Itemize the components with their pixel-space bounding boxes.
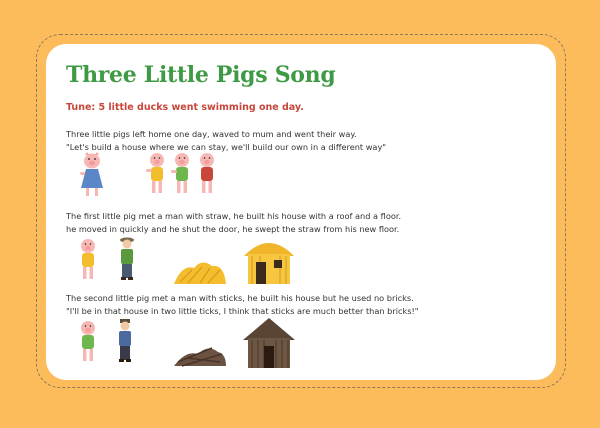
verse-1-line-2: "Let's build a house where we can stay, we'll build our own in a different way" <box>66 141 387 152</box>
three-pigs-icon <box>144 152 222 198</box>
verse-1-line-1: Three little pigs left home one day, waved to mum and went their way. <box>66 129 357 139</box>
verse-2-line-2: he moved in quickly and he shut the door, he swept the straw from his new floor. <box>66 223 400 234</box>
verse-2-line-1: The first little pig met a man with straw, he built his house with a roof and a floor. <box>66 211 402 221</box>
stick-pile-icon <box>172 338 228 368</box>
straw-pile-icon <box>172 256 228 286</box>
pig-icon <box>76 320 100 364</box>
verse-1 <box>66 128 386 153</box>
pig-icon <box>76 238 100 282</box>
stick-man-icon <box>114 318 136 364</box>
tune-note: Tune: 5 little ducks went swimming one day. <box>66 102 304 113</box>
straw-man-icon <box>116 236 138 282</box>
verse-3 <box>66 292 419 317</box>
mother-pig-icon <box>78 152 106 198</box>
straw-house-icon <box>242 232 296 286</box>
verse-3-line-1: The second little pig met a man with sticks, he built his house but he used no bricks. <box>66 293 414 303</box>
verse-3-line-2: "I'll be in that house in two little ticks, I think that sticks are much better than bricks!" <box>66 305 419 316</box>
song-card <box>46 44 556 380</box>
stick-house-icon <box>242 316 296 370</box>
song-title: Three Little Pigs Song <box>66 62 336 88</box>
verse-2 <box>66 210 401 235</box>
